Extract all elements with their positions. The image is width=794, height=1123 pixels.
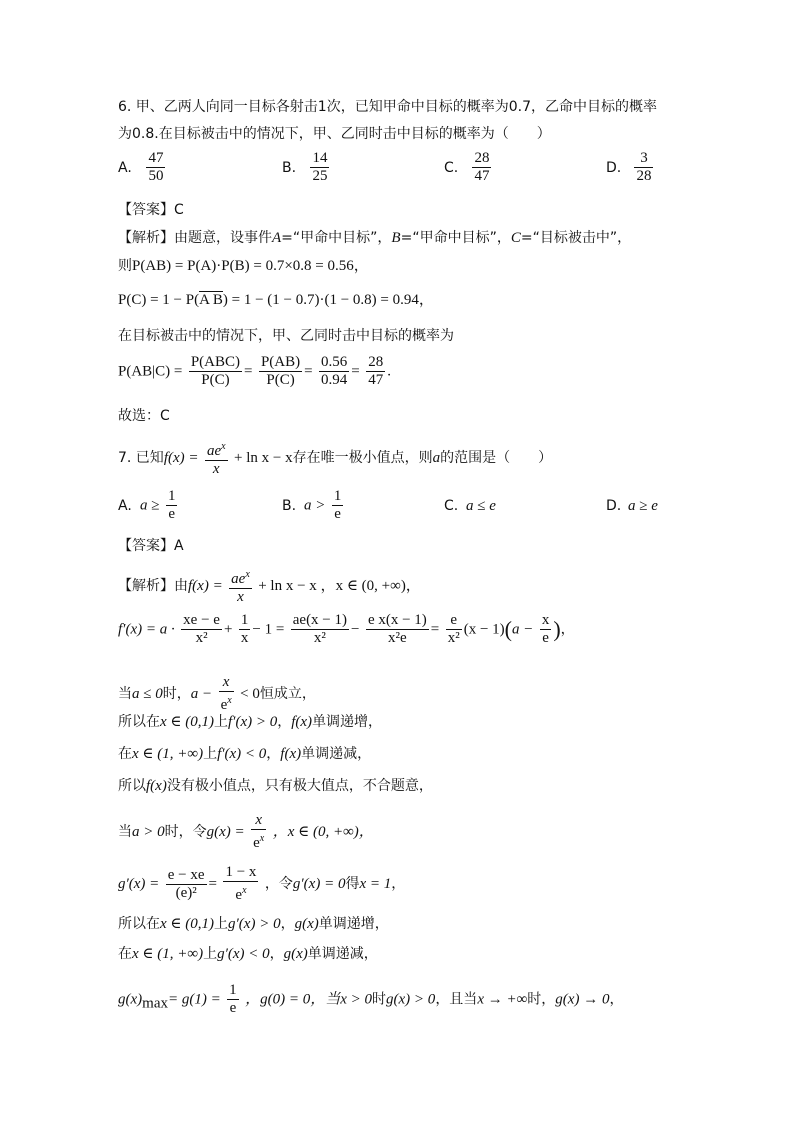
q6-option-a: A. $\frac{47}{50}$ xyxy=(118,150,164,184)
q7-analysis-line10: 在x ∈ (1, +∞)上g′(x) < 0，g(x)单调递减， xyxy=(118,946,378,962)
q7-option-c: C. a ≤ e xyxy=(444,498,496,514)
q7-analysis-line1: 【解析】由f(x) = $\frac{ae^x}{x}$ + ln x − x ，x ∈ (0, +∞)， xyxy=(118,566,421,606)
q7-analysis-line5: 在x ∈ (1, +∞)上f′(x) < 0，f(x)单调递减， xyxy=(118,746,372,762)
q7-option-b: B. a > $\frac{1}{e}$ xyxy=(282,488,342,522)
q6-analysis-line3: P(C) = 1 − P(A B) = 1 − (1 − 0.7)·(1 − 0.8) = 0.94， xyxy=(118,292,434,308)
q6-analysis-line2: 则P(AB) = P(A)·P(B) = 0.7×0.8 = 0.56， xyxy=(118,258,369,274)
q6-analysis-line5: P(AB|C) = $\frac{\text{P(ABC)}}{P(C)}$ = $\frac{P(AB)}{P(C)}$ = $\frac{0.56}{0.94}$ = $\frac{28}{47}$ . xyxy=(118,354,391,388)
q7-analysis-line11: $g(x)_{max}= g(1)$ = $\frac{1}{e}$ ，g(0) = 0，当x > 0时g(x) > 0，且当x → +∞时，g(x) → 0， xyxy=(118,982,624,1016)
q6-stem-line2: 为0.8.在目标被击中的情况下，甲、乙同时击中目标的概率为（ ） xyxy=(118,126,551,142)
q7-analysis-line7: 当a > 0时，令g(x) = $\frac{x}{e^x}$ ，x ∈ (0, +∞)， xyxy=(118,812,374,851)
q7-analysis-line8: g′(x) = $\frac{e - xe}{\text{(e)²}}$ = $\frac{1 - x}{e^x}$ ，令g′(x) = 0得x = 1， xyxy=(118,864,406,903)
q6-choose: 故选：C xyxy=(118,408,170,424)
q7-analysis-line3: 当a ≤ 0时，a − $\frac{x}{e^x}$ < 0恒成立， xyxy=(118,674,316,713)
q6-option-d: D. $\frac{3}{28}$ xyxy=(606,150,652,184)
q6-option-b: B. $\frac{14}{25}$ xyxy=(282,150,328,184)
q7-analysis-line2: f′(x) = a · $\frac{xe - e}{\text{x²}}$ + $\frac{1}{x}$ − 1 = $\frac{ae(x - 1)}{\text{x²}}$ − $\frac{\text{e x(x − 1)}}{\text{x²e}}$ = $\frac{e}{\text{x²}}$ (x − 1)(a − $\frac{x}{e}$ )， xyxy=(118,612,575,646)
q6-answer: 【答案】C xyxy=(118,202,184,218)
q6-analysis-line1: 【解析】由题意，设事件A=“甲命中目标”，B=“甲命中目标”，C=“目标被击中”， xyxy=(118,230,632,246)
q6-stem-line1: 6. 甲、乙两人向同一目标各射击1次，已知甲命中目标的概率为0.7，乙命中目标的概率 xyxy=(118,99,657,115)
q6-option-c: C. $\frac{28}{47}$ xyxy=(444,150,490,184)
q7-analysis-line6: 所以f(x)没有极小值点，只有极大值点，不合题意， xyxy=(118,778,433,794)
q7-stem: 7. 已知f(x) = $\frac{ae^x}{x}$ + ln x − x存在唯一极小值点，则a的范围是（ ） xyxy=(118,438,552,478)
q7-answer: 【答案】A xyxy=(118,538,184,554)
q7-analysis-line9: 所以在x ∈ (0,1)上g′(x) > 0，g(x)单调递增， xyxy=(118,916,389,932)
q7-option-d: D. a ≥ e xyxy=(606,498,658,514)
q7-option-a: A. a ≥ $\frac{1}{e}$ xyxy=(118,488,176,522)
q7-analysis-line4: 所以在x ∈ (0,1)上f′(x) > 0，f(x)单调递增， xyxy=(118,714,383,730)
q6-analysis-line4: 在目标被击中的情况下，甲、乙同时击中目标的概率为 xyxy=(118,328,454,344)
